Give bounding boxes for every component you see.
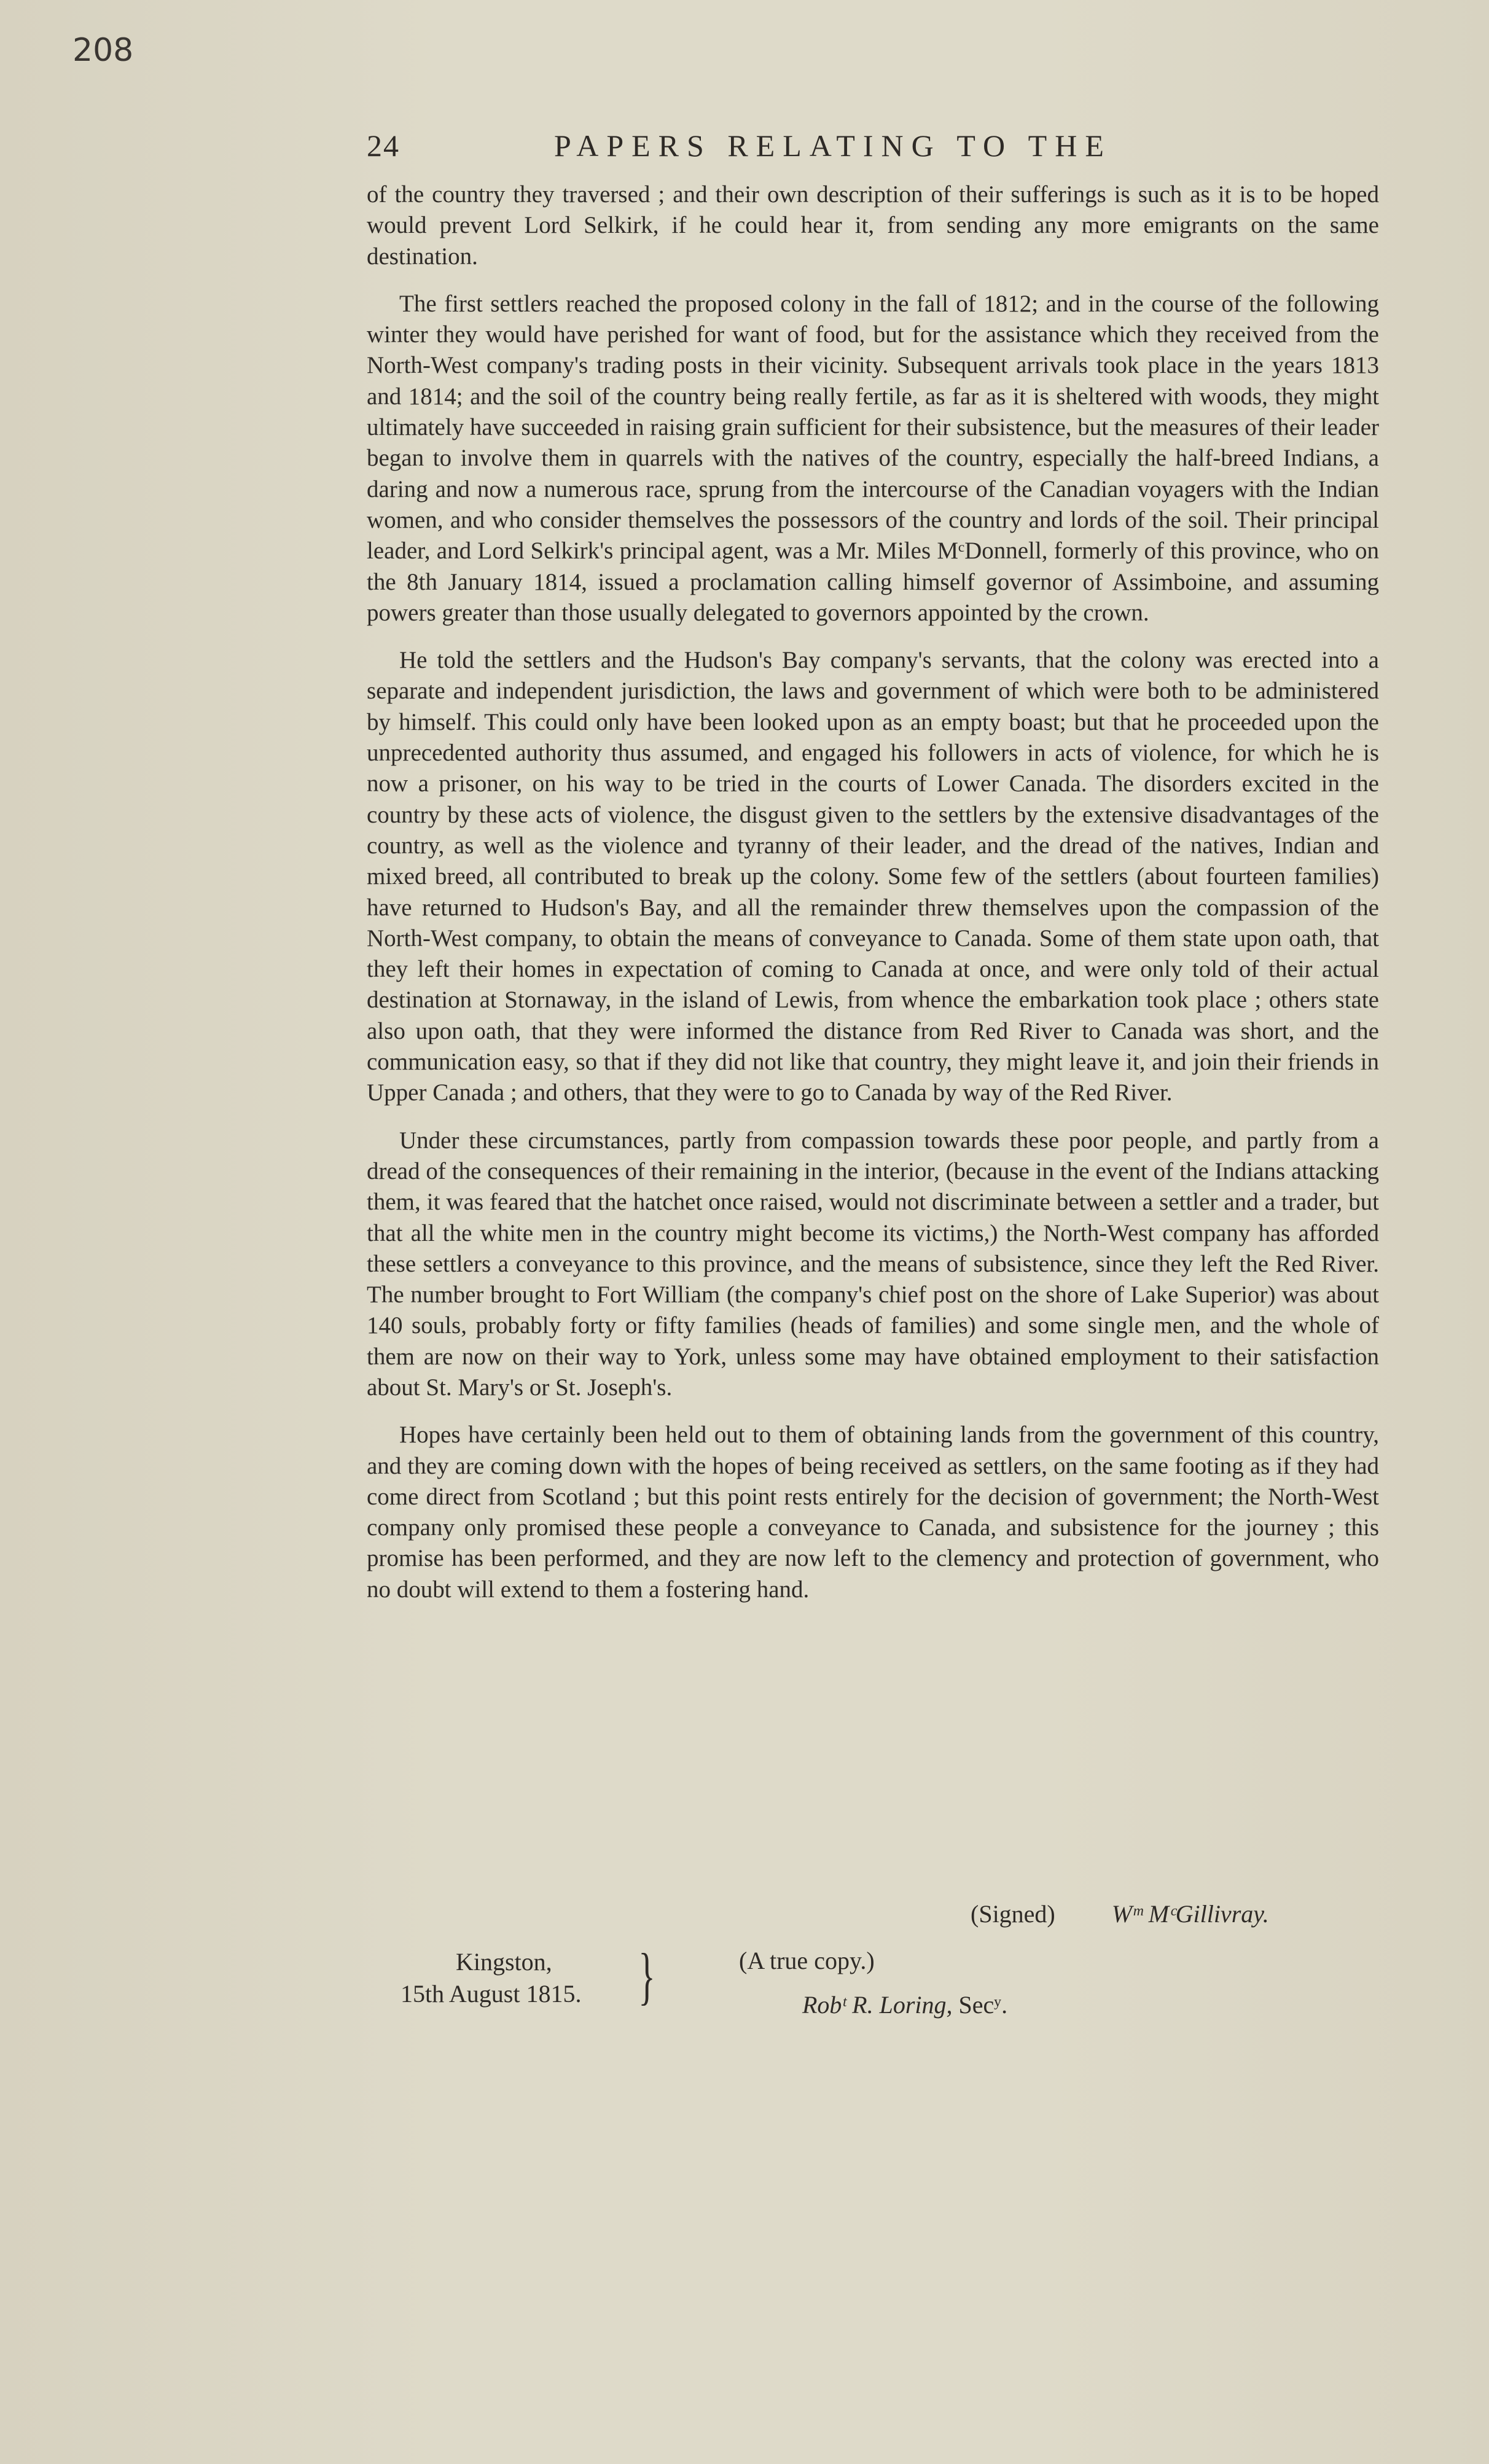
secretary-signature [802,1990,1007,2019]
signature-line [971,1899,1269,1928]
right-brace-glyph: } [638,1941,655,2011]
paragraph: He told the settlers and the Hudson's Bay company's servants, that the colony was erected into a separate and independent jurisdiction, the laws and government of which were both to be administered by himself. This could only have been looked upon as an empty boast; but that he proceeded upon the unprecedented authority thus assumed, and engaged his followers in acts of violence, for which he is now a prisoner, on his way to be tried in the courts of Lower Canada. The disorders excited in the country by these acts of violence, the disgust given to the settlers by the extensive disadvantages of the country, as well as the violence and tyranny of their leader, and the dread of the natives, Indian and mixed breed, all contributed to break up the colony. Some few of the settlers (about fourteen families) have returned to Hudson's Bay, and all the remainder threw themselves upon the compassion of the North-West company, to obtain the means of conveyance to Canada. Some of them state upon oath, that they left their homes in expectation of coming to Canada at once, and were only told of their actual destination at Stornaway, in the island of Lewis, from whence the embarkation took place ; others state also upon oath, that they were informed the distance from Red River to Canada was short, and the communication easy, so that if they did not like that country, they might leave it, and join their friends in Upper Canada ; and others, that they were to go to Canada by way of the Red River. [367,647,1379,1106]
folio-number: 24 [367,128,400,163]
secretary-title: Secʸ. [958,1991,1008,2019]
place-name: Kingston, [456,1948,552,1976]
running-title: PAPERS RELATING TO THE [554,128,1112,163]
secretary-name: Robᵗ R. Loring, [802,1991,953,2019]
paragraph-continued: of the country they traversed ; and their own description of their sufferings is such as it is to be hoped would prevent Lord Selkirk, if he could hear it, from sending any more emigrants on the same destination. [367,181,1379,270]
paragraph: Hopes have certainly been held out to them of obtaining lands from the government of this country, and they are coming down with the hopes of being received as settlers, on the same footing as if they had come direct from Scotland ; but this point rests entirely for the decision of government; the North-West company only promised these people a conveyance to Canada, and subsistence for the journey ; this promise has been performed, and they are now left to the clemency and protection of government, who no doubt will extend to them a fostering hand. [367,1422,1379,1603]
paragraph: Under these circumstances, partly from compassion towards these poor people, and partly from a dread of the consequences of their remaining in the interior, (because in the event of the Indians attacking them, it was feared that the hatchet once raised, would not discriminate between a settler and a trader, but that all the white men in the country might become its victims,) the North-West company has afforded these settlers a conveyance to this province, and the means of subsistence, since they left the Red River. The number brought to Fort William (the company's chief post on the shore of Lake Superior) was about 140 souls, probably forty or fifty families (heads of families) and some single men, and the whole of them are now on their way to York, unless some may have obtained employment to their satisfaction about St. Mary's or St. Joseph's. [367,1127,1379,1401]
signatory-name: Wᵐ MᶜGillivray. [1111,1900,1269,1928]
true-copy-note: (A true copy.) [739,1947,875,1974]
letter-date: 15th August 1815. [401,1980,582,2008]
scan-page-number: 208 [72,32,134,69]
paragraph: The first settlers reached the proposed colony in the fall of 1812; and in the course of the following winter they would have perished for want of food, but for the assistance which they received from the North-West company's trading posts in their vicinity. Subsequent arrivals took place in the years 1813 and 1814; and the soil of the country being really fertile, as far as it is sheltered with woods, they might ultimately have succeeded in raising grain sufficient for their subsistence, but the measures of their leader began to involve them in quarrels with the natives of the country, especially the half-breed Indians, a daring and now a numerous race, sprung from the intercourse of the Canadian voyagers with the Indian women, and who consider themselves the possessors of the country and lords of the soil. Their principal leader, and Lord Selkirk's principal agent, was a Mr. Miles MᶜDonnell, formerly of this province, who on the 8th January 1814, issued a proclamation calling himself governor of Assimboine, and assuming powers greater than those usually delegated to governors appointed by the crown. [367,290,1379,626]
place-date [401,1946,581,2010]
running-head [367,128,1379,171]
body-text [367,179,1379,1622]
signed-label: (Signed) [971,1900,1055,1928]
